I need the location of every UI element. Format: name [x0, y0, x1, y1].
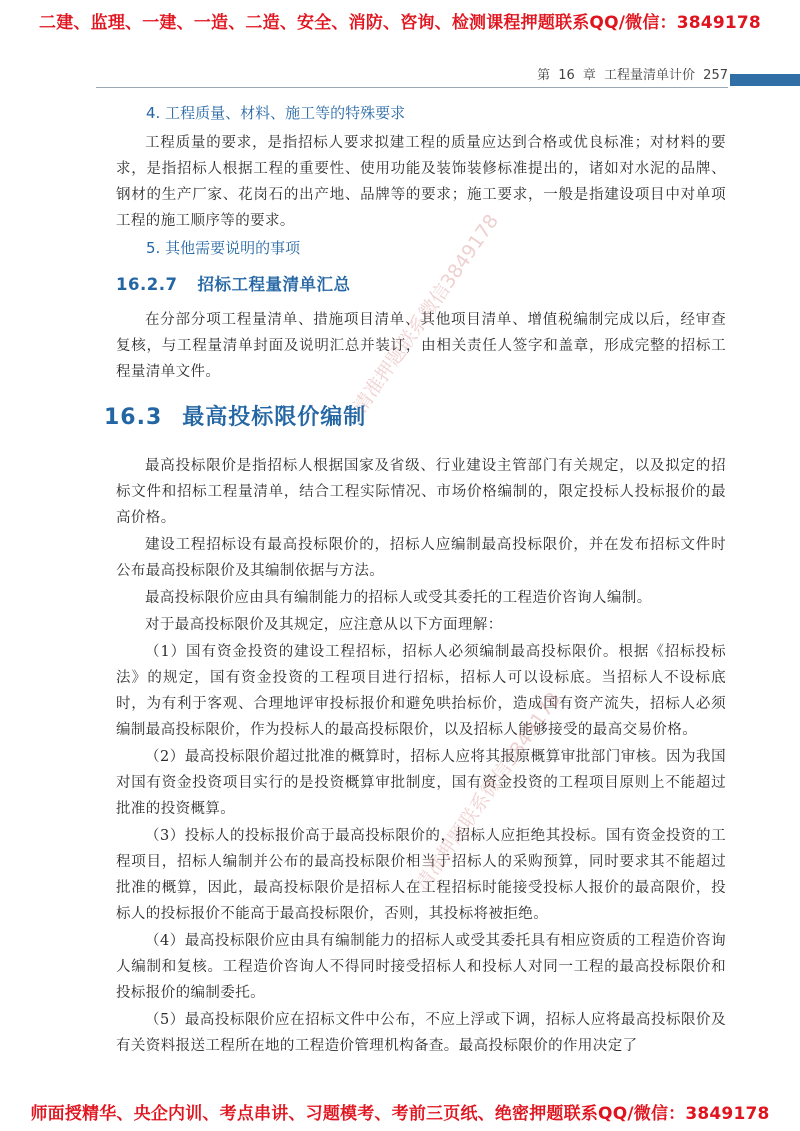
list-item-3: （3）投标人的投标报价高于最高投标限价的，招标人应拒绝其投标。国有资金投资的工程项目，招标人编制并公布的最高投标限价相当于招标人的采购预算，同时要求其不能超过批准的概算，因此，最高投标限价是招标人在工程招标时能接受投标人报价的最高限价，投标人的投标报价不能高于最高投标限价，否则，其投标将被拒绝。 [116, 828, 726, 922]
header-accent-band [730, 74, 800, 86]
heading-section-16-2-7 [116, 271, 726, 299]
heading-section-16-3 [104, 401, 726, 435]
promo-banner-bottom: 师面授精华、央企内训、考点串讲、习题模考、考前三页纸、绝密押题联系QQ/微信：3849178 [30, 1104, 770, 1124]
section-title: 招标工程量清单汇总 [197, 275, 351, 294]
list-item-1: （1）国有资金投资的建设工程招标，招标人必须编制最高投标限价。根据《招标投标法》的规定，国有资金投资的工程项目进行招标，招标人可以设标底。当招标人不设标底时，为有利于客观、合理地评审投标报价和避免哄抬标价，造成国有资产流失，招标人必须编制最高投标限价，作为投标人的最高投标限价，以及招标人能够接受的最高交易价格。 [116, 644, 726, 738]
paragraph-quality: 工程质量的要求，是指招标人要求拟建工程的质量应达到合格或优良标准；对材料的要求，是指招标人根据工程的重要性、使用功能及装饰装修标准提出的，诸如对水泥的品牌、钢材的生产厂家、花岗石的出产地、品牌等的要求；施工要求，一般是指建设项目中对单项工程的施工顺序等的要求。 [116, 135, 726, 229]
list-item-4: （4）最高投标限价应由具有编制能力的招标人或受其委托具有相应资质的工程造价咨询人编制和复核。工程造价咨询人不得同时接受招标人和投标人对同一工程的最高投标限价和投标报价的编制委托。 [116, 933, 726, 1001]
list-item-2: （2）最高投标限价超过批准的概算时，招标人应将其报原概算审批部门审核。因为我国对国有资金投资项目实行的是投资概算审批制度，国有资金投资的工程项目原则上不能超过批准的投资概算。 [116, 749, 726, 817]
list-item-5: （5）最高投标限价应在招标文件中公布，不应上浮或下调，招标人应将最高投标限价及有关资料报送工程所在地的工程造价管理机构备查。最高投标限价的作用决定了 [116, 1012, 726, 1054]
heading-quality-requirements: 4. 工程质量、材料、施工等的特殊要求 [146, 104, 406, 122]
page-number: 257 [703, 68, 728, 83]
paragraph: 对于最高投标限价及其规定，应注意从以下方面理解： [145, 617, 503, 633]
paragraph: 最高投标限价是指招标人根据国家及省级、行业建设主管部门有关规定，以及拟定的招标文件和招标工程量清单，结合工程实际情况、市场价格编制的，限定投标人投标报价的最高价格。 [116, 458, 726, 526]
promo-banner-top: 二建、监理、一建、一造、二造、安全、消防、咨询、检测课程押题联系QQ/微信：3849178 [39, 13, 761, 33]
chapter-title: 工程量清单计价 [604, 68, 696, 83]
paragraph: 最高投标限价应由具有编制能力的招标人或受其委托的工程造价咨询人编制。 [145, 590, 652, 606]
header-rule [96, 87, 728, 88]
watermark: 清准押题联系微信3849178 [349, 210, 504, 417]
section-number: 16.3 [104, 405, 163, 430]
watermark: 清准押题联系微信3849178 [411, 688, 566, 895]
paragraph: 建设工程招标设有最高投标限价的，招标人应编制最高投标限价，并在发布招标文件时公布最高投标限价及其编制依据与方法。 [116, 537, 726, 579]
running-header [96, 64, 728, 86]
chapter-label: 第 16 章 [537, 68, 596, 83]
section-title: 最高投标限价编制 [182, 405, 367, 430]
section-number: 16.2.7 [116, 275, 178, 294]
paragraph-summary: 在分部分项工程量清单、措施项目清单、其他项目清单、增值税编制完成以后，经审查复核，与工程量清单封面及说明汇总并装订，由相关责任人签字和盖章，形成完整的招标工程量清单文件。 [116, 312, 726, 380]
heading-other-matters: 5. 其他需要说明的事项 [146, 239, 301, 257]
page-body [104, 100, 726, 1060]
running-header-text [537, 64, 728, 83]
